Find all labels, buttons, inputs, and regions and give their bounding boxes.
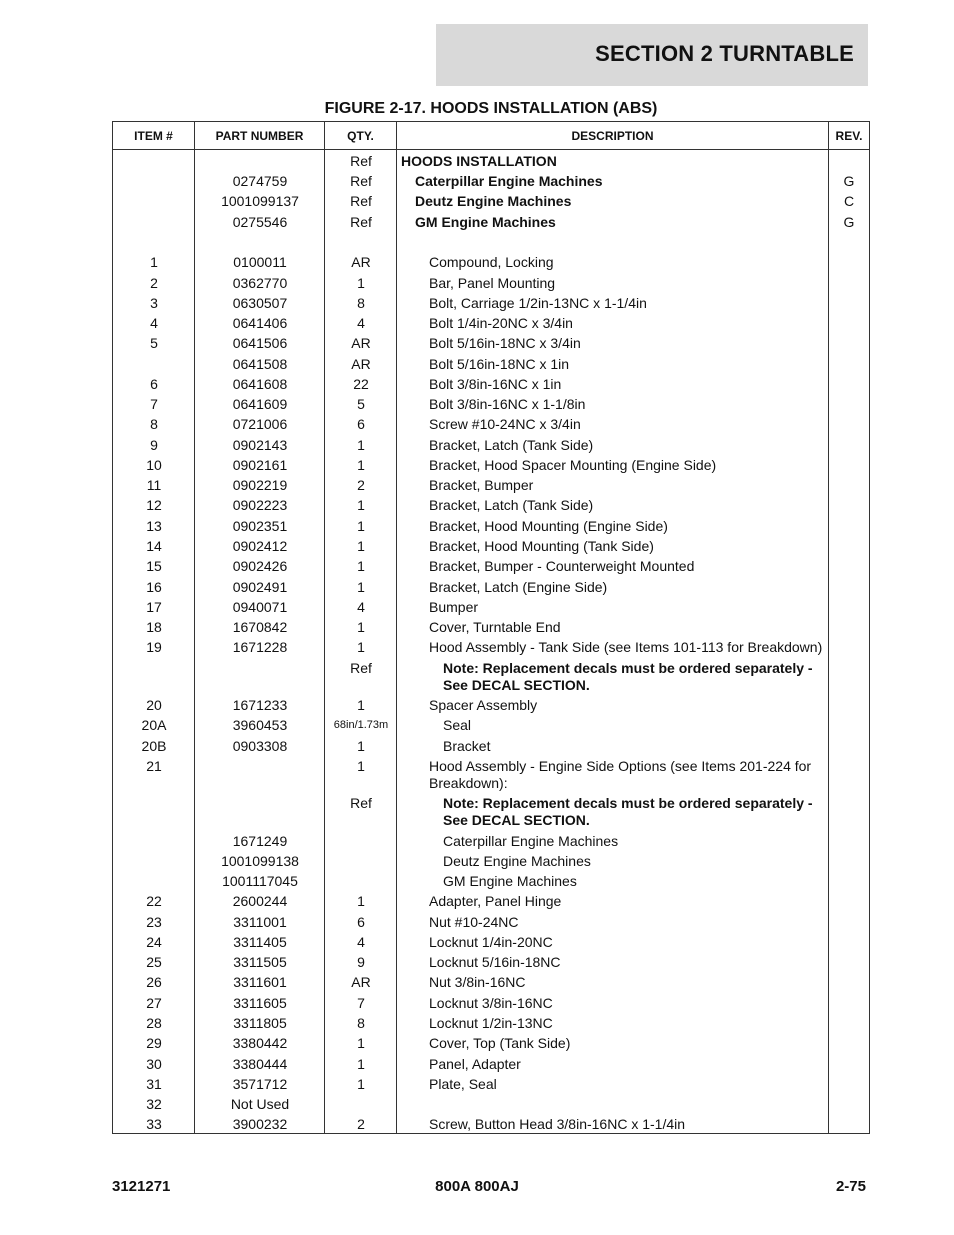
description-cell: Bolt, Carriage 1/2in-13NC x 1-1/4in xyxy=(429,295,647,311)
table-row xyxy=(113,153,869,170)
table-row xyxy=(113,833,869,850)
rev-cell xyxy=(829,873,869,890)
qty-cell: 1 xyxy=(357,457,365,473)
item-number-cell: 32 xyxy=(146,1096,162,1112)
table-row xyxy=(113,1015,869,1032)
item-number-cell: 5 xyxy=(150,335,158,351)
item-number-cell: 9 xyxy=(150,437,158,453)
qty-cell: AR xyxy=(351,356,371,372)
qty-cell: Ref xyxy=(350,173,372,189)
qty-cell: 1 xyxy=(357,1035,365,1051)
table-row xyxy=(113,1096,869,1113)
part-number-cell: 2600244 xyxy=(232,893,288,909)
part-number-cell: 3571712 xyxy=(232,1076,288,1092)
qty-cell xyxy=(325,873,397,890)
item-number-cell xyxy=(113,853,195,870)
part-number-cell: 3311605 xyxy=(233,995,287,1011)
rev-cell: C xyxy=(843,193,855,209)
description-cell: Cover, Top (Tank Side) xyxy=(429,1035,571,1051)
description-cell xyxy=(397,1096,829,1113)
table-row xyxy=(113,518,869,535)
description-cell: Bumper xyxy=(429,599,479,615)
description-cell: Caterpillar Engine Machines xyxy=(443,833,619,849)
item-number-cell: 30 xyxy=(146,1056,162,1072)
item-number-cell: 3 xyxy=(150,295,158,311)
table-row xyxy=(113,275,869,292)
item-number-cell: 27 xyxy=(146,995,162,1011)
description-cell: Bracket, Bumper - Counterweight Mounted xyxy=(429,558,695,574)
table-row xyxy=(113,893,869,910)
item-number-cell: 19 xyxy=(146,639,162,655)
description-cell: HOODS INSTALLATION xyxy=(401,153,557,169)
rev-cell xyxy=(829,934,869,951)
table-row xyxy=(113,295,869,312)
rev-cell xyxy=(829,893,869,910)
table-header xyxy=(113,122,869,150)
rev-cell xyxy=(829,457,869,474)
item-number-cell: 6 xyxy=(150,376,158,392)
part-number-cell: 3311601 xyxy=(233,974,287,990)
table-row xyxy=(113,599,869,616)
part-number-cell: 1001099137 xyxy=(221,193,299,209)
description-cell: Bracket xyxy=(443,738,491,754)
description-cell: Bracket, Bumper xyxy=(429,477,534,493)
rev-cell xyxy=(829,153,869,170)
part-number-cell xyxy=(195,660,325,694)
rev-cell xyxy=(829,295,869,312)
item-number-cell xyxy=(113,173,195,190)
item-number-cell: 22 xyxy=(146,893,162,909)
item-number-cell: 20A xyxy=(141,717,167,733)
table-row xyxy=(113,416,869,433)
table-row xyxy=(113,579,869,596)
rev-cell xyxy=(829,396,869,413)
part-number-cell: 3311505 xyxy=(233,954,287,970)
part-number-cell: 0630507 xyxy=(232,295,288,311)
item-number-cell xyxy=(113,153,195,170)
rev-cell xyxy=(829,1035,869,1052)
qty-cell: 1 xyxy=(357,738,365,754)
part-number-cell: 0100011 xyxy=(233,254,287,270)
item-number-cell xyxy=(113,214,195,231)
qty-cell: 1 xyxy=(357,893,365,909)
rev-cell xyxy=(829,1116,869,1133)
qty-cell: AR xyxy=(351,335,371,351)
qty-cell: 1 xyxy=(357,639,365,655)
item-number-cell: 16 xyxy=(146,579,162,595)
rev-cell xyxy=(829,558,869,575)
rev-cell xyxy=(829,697,869,714)
description-cell: Deutz Engine Machines xyxy=(443,853,591,869)
parts-table xyxy=(112,121,870,1134)
item-number-cell: 14 xyxy=(146,538,162,554)
table-row xyxy=(113,995,869,1012)
table-row xyxy=(113,697,869,714)
part-number-cell: 3380444 xyxy=(232,1056,288,1072)
table-row xyxy=(113,1076,869,1093)
item-number-cell: 18 xyxy=(146,619,162,635)
figure-title: FIGURE 2-17. HOODS INSTALLATION (ABS) xyxy=(324,100,658,117)
table-row xyxy=(113,873,869,890)
description-cell: Deutz Engine Machines xyxy=(415,193,572,209)
part-number-cell: 0362770 xyxy=(232,275,288,291)
item-number-cell: 23 xyxy=(146,914,162,930)
part-number-cell: Not Used xyxy=(230,1096,290,1112)
description-cell: GM Engine Machines xyxy=(415,214,556,230)
part-number-cell: 0902351 xyxy=(232,518,288,534)
qty-cell: 1 xyxy=(357,538,365,554)
item-number-cell: 25 xyxy=(146,954,162,970)
qty-cell: Ref xyxy=(350,193,372,209)
description-cell: Plate, Seal xyxy=(429,1076,497,1092)
description-cell: Panel, Adapter xyxy=(429,1056,521,1072)
part-number-cell: 0641608 xyxy=(232,376,288,392)
part-number-cell: 0275546 xyxy=(232,214,288,230)
qty-cell: 6 xyxy=(357,416,365,432)
item-number-cell: 4 xyxy=(150,315,158,331)
part-number-cell: 3380442 xyxy=(232,1035,288,1051)
rev-cell xyxy=(829,477,869,494)
column-header-item: ITEM # xyxy=(113,122,195,149)
column-header-qty: QTY. xyxy=(325,122,397,149)
part-number-cell: 0902161 xyxy=(232,457,288,473)
table-row xyxy=(113,356,869,373)
qty-cell: 2 xyxy=(357,477,365,493)
rev-cell xyxy=(829,619,869,636)
qty-cell: 4 xyxy=(357,315,365,331)
item-number-cell: 28 xyxy=(146,1015,162,1031)
rev-cell xyxy=(829,853,869,870)
item-number-cell: 20 xyxy=(146,697,162,713)
rev-cell xyxy=(829,1015,869,1032)
description-cell: Nut 3/8in-16NC xyxy=(429,974,526,990)
rev-cell xyxy=(829,995,869,1012)
rev-cell xyxy=(829,315,869,332)
item-number-cell xyxy=(113,873,195,890)
rev-cell: G xyxy=(843,214,855,230)
rev-cell xyxy=(829,356,869,373)
footer-model: 800A 800AJ xyxy=(435,1178,519,1195)
rev-cell xyxy=(829,579,869,596)
rev-cell xyxy=(829,254,869,271)
item-number-cell: 11 xyxy=(146,477,162,493)
qty-cell: 4 xyxy=(357,599,365,615)
item-number-cell: 17 xyxy=(146,599,162,615)
qty-cell: 1 xyxy=(357,758,365,774)
qty-cell: 1 xyxy=(357,579,365,595)
item-number-cell: 33 xyxy=(146,1116,162,1132)
item-number-cell: 21 xyxy=(146,758,162,774)
rev-cell xyxy=(829,1056,869,1073)
part-number-cell: 0902412 xyxy=(232,538,288,554)
table-row xyxy=(113,173,869,190)
rev-cell: G xyxy=(843,173,855,189)
qty-cell: 8 xyxy=(357,295,365,311)
qty-cell: 1 xyxy=(357,497,365,513)
item-number-cell xyxy=(113,795,195,829)
qty-cell: Ref xyxy=(350,795,372,811)
description-cell: Bracket, Latch (Tank Side) xyxy=(429,497,594,513)
description-cell: GM Engine Machines xyxy=(443,873,577,889)
rev-cell xyxy=(829,1096,869,1113)
description-cell: Seal xyxy=(443,717,472,733)
item-number-cell xyxy=(113,660,195,694)
item-number-cell xyxy=(113,356,195,373)
part-number-cell: 3960453 xyxy=(232,717,288,733)
item-number-cell xyxy=(113,833,195,850)
table-row xyxy=(113,758,869,792)
rev-cell xyxy=(829,795,869,829)
qty-cell: 22 xyxy=(353,376,369,392)
description-cell: Note: Replacement decals must be ordered separately - See DECAL SECTION. xyxy=(443,660,813,693)
description-cell: Cover, Turntable End xyxy=(429,619,561,635)
rev-cell xyxy=(829,416,869,433)
table-row xyxy=(113,214,869,231)
part-number-cell: 0902491 xyxy=(232,579,288,595)
qty-cell: 2 xyxy=(357,1116,365,1132)
item-number-cell: 20B xyxy=(141,738,167,754)
part-number-cell: 3311001 xyxy=(233,914,287,930)
part-number-cell: 0274759 xyxy=(232,173,288,189)
table-row xyxy=(113,954,869,971)
qty-cell: 1 xyxy=(357,437,365,453)
rev-cell xyxy=(829,497,869,514)
table-row xyxy=(113,558,869,575)
part-number-cell: 0940071 xyxy=(232,599,288,615)
description-cell: Compound, Locking xyxy=(429,254,554,270)
table-row xyxy=(113,1056,869,1073)
qty-cell xyxy=(325,1096,397,1113)
table-row xyxy=(113,335,869,352)
table-row xyxy=(113,738,869,755)
qty-cell: 1 xyxy=(357,697,365,713)
table-row xyxy=(113,376,869,393)
description-cell: Spacer Assembly xyxy=(429,697,538,713)
table-row xyxy=(113,934,869,951)
item-number-cell: 1 xyxy=(150,254,158,270)
qty-cell: 8 xyxy=(357,1015,365,1031)
table-row xyxy=(113,315,869,332)
description-cell: Bracket, Hood Mounting (Tank Side) xyxy=(429,538,654,554)
part-number-cell: 3311805 xyxy=(233,1015,287,1031)
description-cell: Bolt 5/16in-18NC x 1in xyxy=(429,356,570,372)
description-cell: Nut #10-24NC xyxy=(429,914,519,930)
rev-cell xyxy=(829,335,869,352)
qty-cell: 1 xyxy=(357,1076,365,1092)
rev-cell xyxy=(829,758,869,792)
qty-cell: AR xyxy=(351,974,371,990)
part-number-cell: 0721006 xyxy=(232,416,288,432)
part-number-cell: 1001117045 xyxy=(222,873,298,889)
rev-cell xyxy=(829,914,869,931)
rev-cell xyxy=(829,660,869,694)
section-title: SECTION 2 TURNTABLE xyxy=(595,41,854,66)
description-cell: Locknut 3/8in-16NC xyxy=(429,995,553,1011)
table-row xyxy=(113,639,869,656)
qty-cell: 1 xyxy=(357,619,365,635)
part-number-cell: 0641508 xyxy=(232,356,288,372)
item-number-cell: 2 xyxy=(150,275,158,291)
item-number-cell: 13 xyxy=(146,518,162,534)
description-cell: Bracket, Hood Spacer Mounting (Engine Side) xyxy=(429,457,717,473)
qty-cell: Ref xyxy=(350,660,372,676)
description-cell: Bracket, Hood Mounting (Engine Side) xyxy=(429,518,668,534)
description-cell: Bolt 5/16in-18NC x 3/4in xyxy=(429,335,581,351)
description-cell: Hood Assembly - Tank Side (see Items 101-113 for Breakdown) xyxy=(429,639,823,655)
item-number-cell xyxy=(113,193,195,210)
description-cell: Adapter, Panel Hinge xyxy=(429,893,562,909)
qty-cell: Ref xyxy=(350,214,372,230)
item-number-cell: 31 xyxy=(146,1076,162,1092)
description-cell: Locknut 1/4in-20NC xyxy=(429,934,553,950)
table-row xyxy=(113,795,869,829)
item-number-cell: 8 xyxy=(150,416,158,432)
item-number-cell: 15 xyxy=(146,558,162,574)
qty-cell: 5 xyxy=(357,396,365,412)
rev-cell xyxy=(829,518,869,535)
item-number-cell: 12 xyxy=(146,497,162,513)
rev-cell xyxy=(829,437,869,454)
part-number-cell: 1671228 xyxy=(232,639,288,655)
description-cell: Locknut 1/2in-13NC xyxy=(429,1015,553,1031)
part-number-cell: 0641609 xyxy=(232,396,288,412)
part-number-cell: 0641406 xyxy=(232,315,288,331)
part-number-cell xyxy=(195,153,325,170)
rev-cell xyxy=(829,833,869,850)
qty-cell: 9 xyxy=(357,954,365,970)
table-row xyxy=(113,974,869,991)
description-cell: Bar, Panel Mounting xyxy=(429,275,556,291)
table-row xyxy=(113,853,869,870)
column-header-rev: REV. xyxy=(835,128,863,143)
rev-cell xyxy=(829,275,869,292)
rev-cell xyxy=(829,376,869,393)
qty-cell: Ref xyxy=(350,153,372,169)
part-number-cell: 0902143 xyxy=(232,437,288,453)
qty-cell: 7 xyxy=(357,995,365,1011)
table-row xyxy=(113,477,869,494)
item-number-cell: 24 xyxy=(146,934,162,950)
part-number-cell: 0902219 xyxy=(232,477,288,493)
item-number-cell: 7 xyxy=(150,396,158,412)
rev-cell xyxy=(829,639,869,656)
rev-cell xyxy=(829,974,869,991)
description-cell: Screw, Button Head 3/8in-16NC x 1-1/4in xyxy=(429,1116,686,1132)
qty-cell: 1 xyxy=(357,518,365,534)
qty-cell: 1 xyxy=(357,275,365,291)
qty-cell: 1 xyxy=(357,558,365,574)
qty-cell xyxy=(325,833,397,850)
rev-cell xyxy=(829,599,869,616)
rev-cell xyxy=(829,1076,869,1093)
table-row xyxy=(113,717,869,734)
item-number-cell: 10 xyxy=(146,457,162,473)
part-number-cell: 1001099138 xyxy=(221,853,299,869)
description-cell: Caterpillar Engine Machines xyxy=(415,173,603,189)
qty-cell: 68in/1.73m xyxy=(333,719,389,731)
item-number-cell: 26 xyxy=(146,974,162,990)
part-number-cell: 1670842 xyxy=(232,619,288,635)
section-header-band xyxy=(436,24,868,86)
qty-cell: 4 xyxy=(357,934,365,950)
part-number-cell: 3311405 xyxy=(233,934,287,950)
part-number-cell: 1671249 xyxy=(232,833,288,849)
table-row xyxy=(113,1035,869,1052)
description-cell: Screw #10-24NC x 3/4in xyxy=(429,416,581,432)
table-row xyxy=(113,1116,869,1133)
table-row xyxy=(113,660,869,694)
column-header-description: DESCRIPTION xyxy=(397,122,829,149)
table-row xyxy=(113,254,869,271)
part-number-cell: 0902426 xyxy=(232,558,288,574)
table-row xyxy=(113,497,869,514)
qty-cell: 1 xyxy=(357,1056,365,1072)
part-number-cell: 0902223 xyxy=(232,497,288,513)
description-cell: Bolt 3/8in-16NC x 1-1/8in xyxy=(429,396,586,412)
table-row xyxy=(113,396,869,413)
rev-cell xyxy=(829,538,869,555)
description-cell: Bracket, Latch (Engine Side) xyxy=(429,579,608,595)
qty-cell: AR xyxy=(351,254,371,270)
part-number-cell xyxy=(195,758,325,792)
part-number-cell: 1671233 xyxy=(232,697,288,713)
table-body xyxy=(113,150,869,1133)
description-cell: Bolt 3/8in-16NC x 1in xyxy=(429,376,562,392)
item-number-cell: 29 xyxy=(146,1035,162,1051)
description-cell: Bracket, Latch (Tank Side) xyxy=(429,437,594,453)
description-cell: Note: Replacement decals must be ordered separately - See DECAL SECTION. xyxy=(443,795,813,828)
part-number-cell: 0641506 xyxy=(232,335,288,351)
footer-page-number: 2-75 xyxy=(835,1178,866,1195)
table-row xyxy=(113,457,869,474)
qty-cell: 6 xyxy=(357,914,365,930)
qty-cell xyxy=(325,853,397,870)
table-row xyxy=(113,914,869,931)
footer-doc-number: 3121271 xyxy=(112,1178,171,1195)
description-cell: Locknut 5/16in-18NC xyxy=(429,954,561,970)
part-number-cell: 3900232 xyxy=(232,1116,288,1132)
rev-cell xyxy=(829,717,869,734)
rev-cell xyxy=(829,738,869,755)
table-row xyxy=(113,437,869,454)
description-cell: Hood Assembly - Engine Side Options (see Items 201-224 for Breakdown): xyxy=(429,758,812,791)
table-row xyxy=(113,193,869,210)
part-number-cell xyxy=(195,795,325,829)
table-row xyxy=(113,538,869,555)
column-header-part-number: PART NUMBER xyxy=(195,122,325,149)
table-row xyxy=(113,619,869,636)
description-cell: Bolt 1/4in-20NC x 3/4in xyxy=(429,315,573,331)
rev-cell xyxy=(829,954,869,971)
part-number-cell: 0903308 xyxy=(232,738,288,754)
